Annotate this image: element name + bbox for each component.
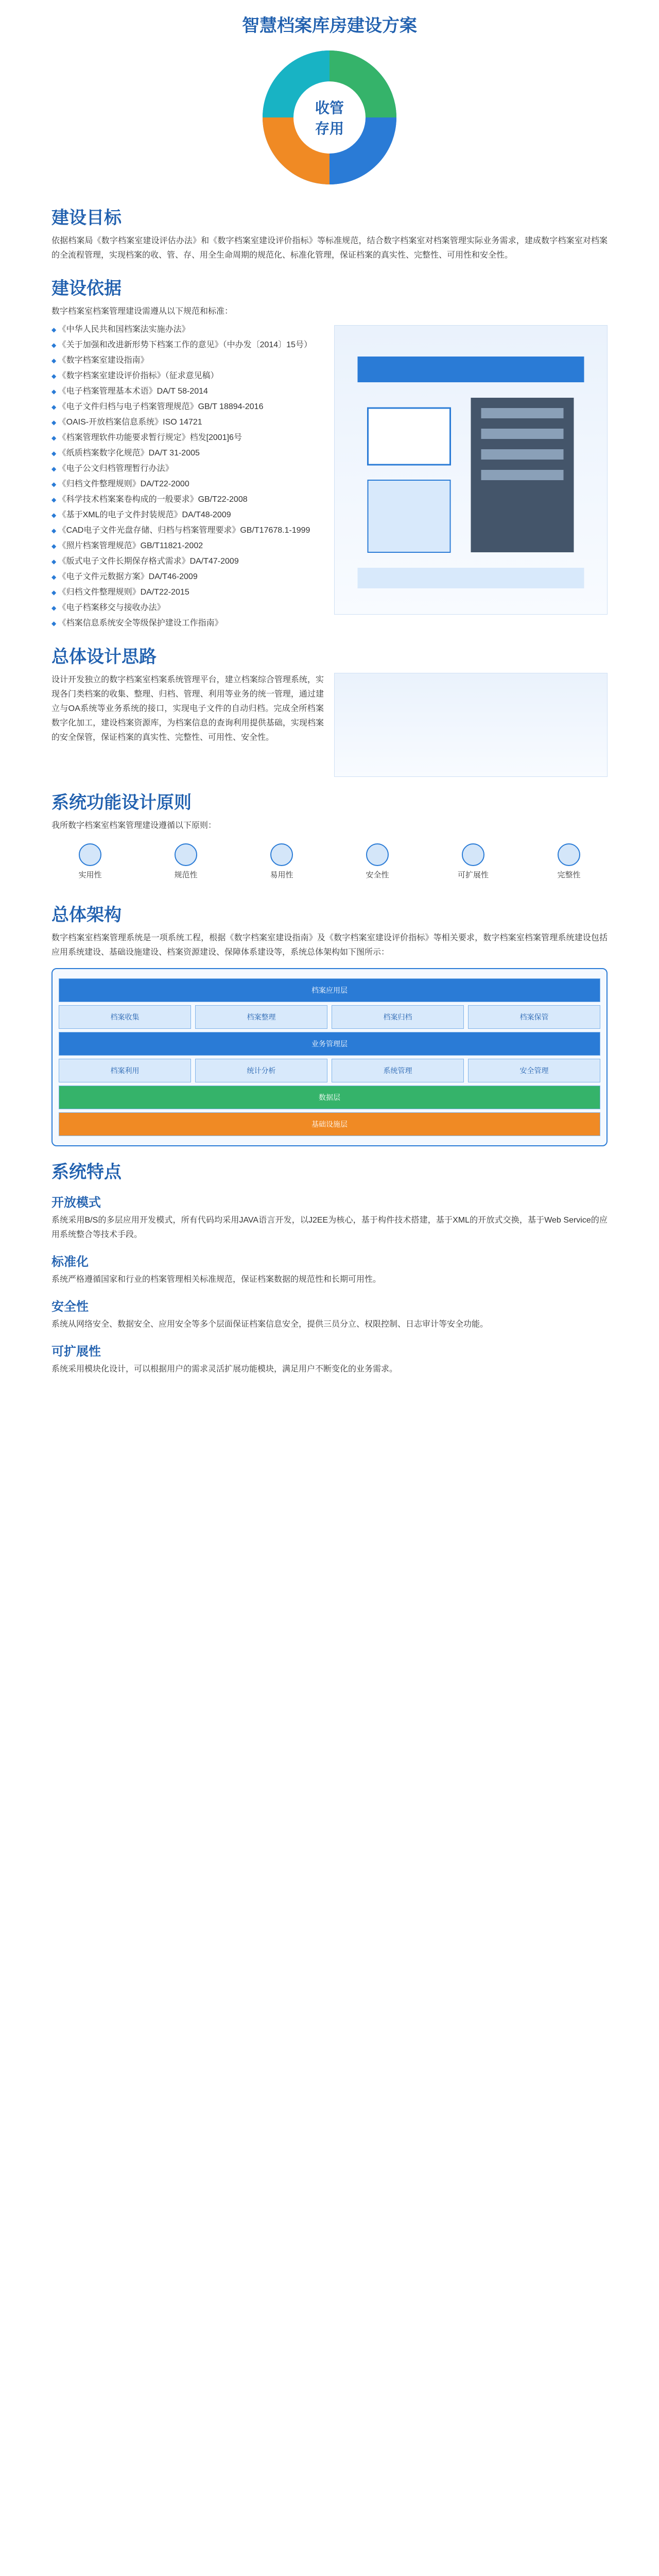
- feature-text: 系统严格遵循国家和行业的档案管理相关标准规范，保证档案数据的规范性和长期可用性。: [51, 1275, 381, 1284]
- goal-section: [0, 204, 659, 263]
- features-heading: 系统特点: [51, 1162, 122, 1182]
- principle-label: 安全性: [366, 871, 389, 879]
- basis-item: ◆ 《CAD电子文件光盘存储、归档与档案管理要求》GB/T17678.1-1999: [51, 523, 324, 538]
- cycle-center-bottom: 存用: [315, 121, 344, 137]
- architecture-text: 数字档案室档案管理系统是一项系统工程，根据《数字档案室建设指南》及《数字档案室建设评价指标》等相关要求，数字档案室档案管理系统建设包括应用系统建设、基础设施建设、档案资源建设、保障体系建设等，系统总体架构如下图所示：: [51, 934, 608, 957]
- feature-title: 开放模式: [51, 1196, 101, 1210]
- principle-icon: [558, 843, 580, 866]
- principles-intro: 我所数字档案室档案管理建设遵循以下原则：: [51, 821, 217, 830]
- principle-label: 可扩展性: [457, 871, 489, 879]
- basis-list: [51, 322, 324, 631]
- basis-item: ◆ 《电子文件元数据方案》DA/T46-2009: [51, 569, 324, 585]
- architecture-heading: 总体架构: [51, 905, 122, 925]
- goal-text: 依据档案局《数字档案室建设评估办法》和《数字档案室建设评价指标》等标准规范，结合数字档案室对档案管理实际业务需求，建成数字档案室对档案的全流程管理，实现档案的收、管、存、用全生命周期的规范化、标准化管理，保证档案的真实性、完整性、可用性和安全性。: [51, 236, 608, 260]
- feature-text: 系统从网络安全、数据安全、应用安全等多个层面保证档案信息安全，提供三员分立、权限控制、日志审计等安全功能。: [51, 1320, 489, 1329]
- module-box: 档案整理: [195, 1005, 327, 1029]
- principles-heading: 系统功能设计原则: [51, 793, 192, 812]
- server-rack-icon: [335, 326, 607, 614]
- basis-item: ◆ 《电子公文归档管理暂行办法》: [51, 461, 324, 477]
- architecture-diagram: [51, 968, 608, 1146]
- principle-item: [339, 843, 416, 880]
- principle-label: 实用性: [78, 871, 102, 879]
- module-box: 档案利用: [59, 1059, 191, 1082]
- basis-item: ◆ 《电子档案管理基本术语》DA/T 58-2014: [51, 384, 324, 399]
- principles-row: [51, 843, 608, 880]
- basis-item: ◆ 《数字档案室建设指南》: [51, 353, 324, 368]
- feature-title: 可扩展性: [51, 1345, 101, 1359]
- principle-label: 易用性: [270, 871, 293, 879]
- basis-item: ◆ 《关于加强和改进新形势下档案工作的意见》（中办发〔2014〕15号）: [51, 337, 324, 353]
- basis-item: ◆ 《档案管理软件功能要求暂行规定》档发[2001]6号: [51, 430, 324, 446]
- design-section: [0, 642, 659, 777]
- basis-item: ◆ 《纸质档案数字化规范》DA/T 31-2005: [51, 446, 324, 461]
- principle-item: [51, 843, 129, 880]
- module-box: 系统管理: [332, 1059, 464, 1082]
- module-box: 安全管理: [468, 1059, 600, 1082]
- principle-icon: [79, 843, 101, 866]
- basis-item: ◆ 《数字档案室建设评价指标》（征求意见稿）: [51, 368, 324, 384]
- archive-room-illustration: [334, 325, 608, 615]
- principle-icon: [175, 843, 197, 866]
- cycle-center-top: 收管: [315, 100, 344, 116]
- basis-item: ◆ 《科学技术档案案卷构成的一般要求》GB/T22-2008: [51, 492, 324, 507]
- basis-item: ◆ 《电子档案移交与接收办法》: [51, 600, 324, 616]
- principle-item: [243, 843, 320, 880]
- basis-item: ◆ 《电子文件归档与电子档案管理规范》GB/T 18894-2016: [51, 399, 324, 415]
- basis-item: ◆ 《OAIS-开放档案信息系统》ISO 14721: [51, 415, 324, 430]
- design-text: 设计开发独立的数字档案室档案系统管理平台，建立档案综合管理系统，实现各门类档案的收集、整理、归档、管理、利用等业务的统一管理，通过建立与OA系统等业务系统的接口，实现电子文件的自动归档。完成全所档案数字化加工，建设档案资源库，为档案信息的查询利用提供基础，实现档案的安全保管，保证档案的真实性、完整性、可用性、安全性。: [51, 675, 324, 742]
- cycle-diagram: [247, 43, 412, 192]
- design-heading: 总体设计思路: [51, 647, 157, 667]
- module-box: 档案保管: [468, 1005, 600, 1029]
- basis-item: ◆ 《基于XML的电子文件封装规范》DA/T48-2009: [51, 507, 324, 523]
- page-title: 智慧档案库房建设方案: [242, 16, 417, 36]
- feature-title: 标准化: [51, 1255, 89, 1269]
- layer-label: 基础设施层: [59, 1112, 600, 1136]
- feature-title: 安全性: [51, 1300, 89, 1314]
- feature-text: 系统采用B/S的多层应用开发模式，所有代码均采用JAVA语言开发，以J2EE为核心，基于构件技术搭建，基于XML的开放式交换，基于Web Service的应用系统整合等技术手段。: [51, 1216, 608, 1239]
- basis-item: ◆ 《归档文件整理规则》DA/T22-2000: [51, 477, 324, 492]
- principles-section: [0, 788, 659, 880]
- basis-item: ◆ 《档案信息系统安全等级保护建设工作指南》: [51, 616, 324, 631]
- basis-item: ◆ 《版式电子文件长期保存格式需求》DA/T47-2009: [51, 554, 324, 569]
- principle-icon: [270, 843, 293, 866]
- basis-item: ◆ 《照片档案管理规范》GB/T11821-2002: [51, 538, 324, 554]
- basis-heading: 建设依据: [51, 279, 122, 298]
- module-box: 统计分析: [195, 1059, 327, 1082]
- module-box: 档案归档: [332, 1005, 464, 1029]
- layer-label: 档案应用层: [59, 978, 600, 1002]
- goal-heading: 建设目标: [51, 208, 122, 228]
- design-illustration: [334, 673, 608, 777]
- architecture-section: [0, 901, 659, 1146]
- principle-item: [530, 843, 608, 880]
- basis-section: [0, 274, 659, 631]
- principle-icon: [462, 843, 484, 866]
- feature-text: 系统采用模块化设计，可以根据用户的需求灵活扩展功能模块，满足用户不断变化的业务需求。: [51, 1365, 398, 1374]
- features-section: [0, 1158, 659, 1377]
- principle-item: [435, 843, 512, 880]
- basis-item: ◆ 《归档文件整理规则》DA/T22-2015: [51, 585, 324, 600]
- basis-intro: 数字档案室档案管理建设需遵从以下规范和标准：: [51, 307, 233, 316]
- principle-label: 完整性: [557, 871, 581, 879]
- basis-item: ◆ 《中华人民共和国档案法实施办法》: [51, 322, 324, 337]
- layer-label: 数据层: [59, 1086, 600, 1109]
- module-box: 档案收集: [59, 1005, 191, 1029]
- principle-label: 规范性: [174, 871, 198, 879]
- principle-icon: [366, 843, 389, 866]
- principle-item: [147, 843, 224, 880]
- layer-label: 业务管理层: [59, 1032, 600, 1056]
